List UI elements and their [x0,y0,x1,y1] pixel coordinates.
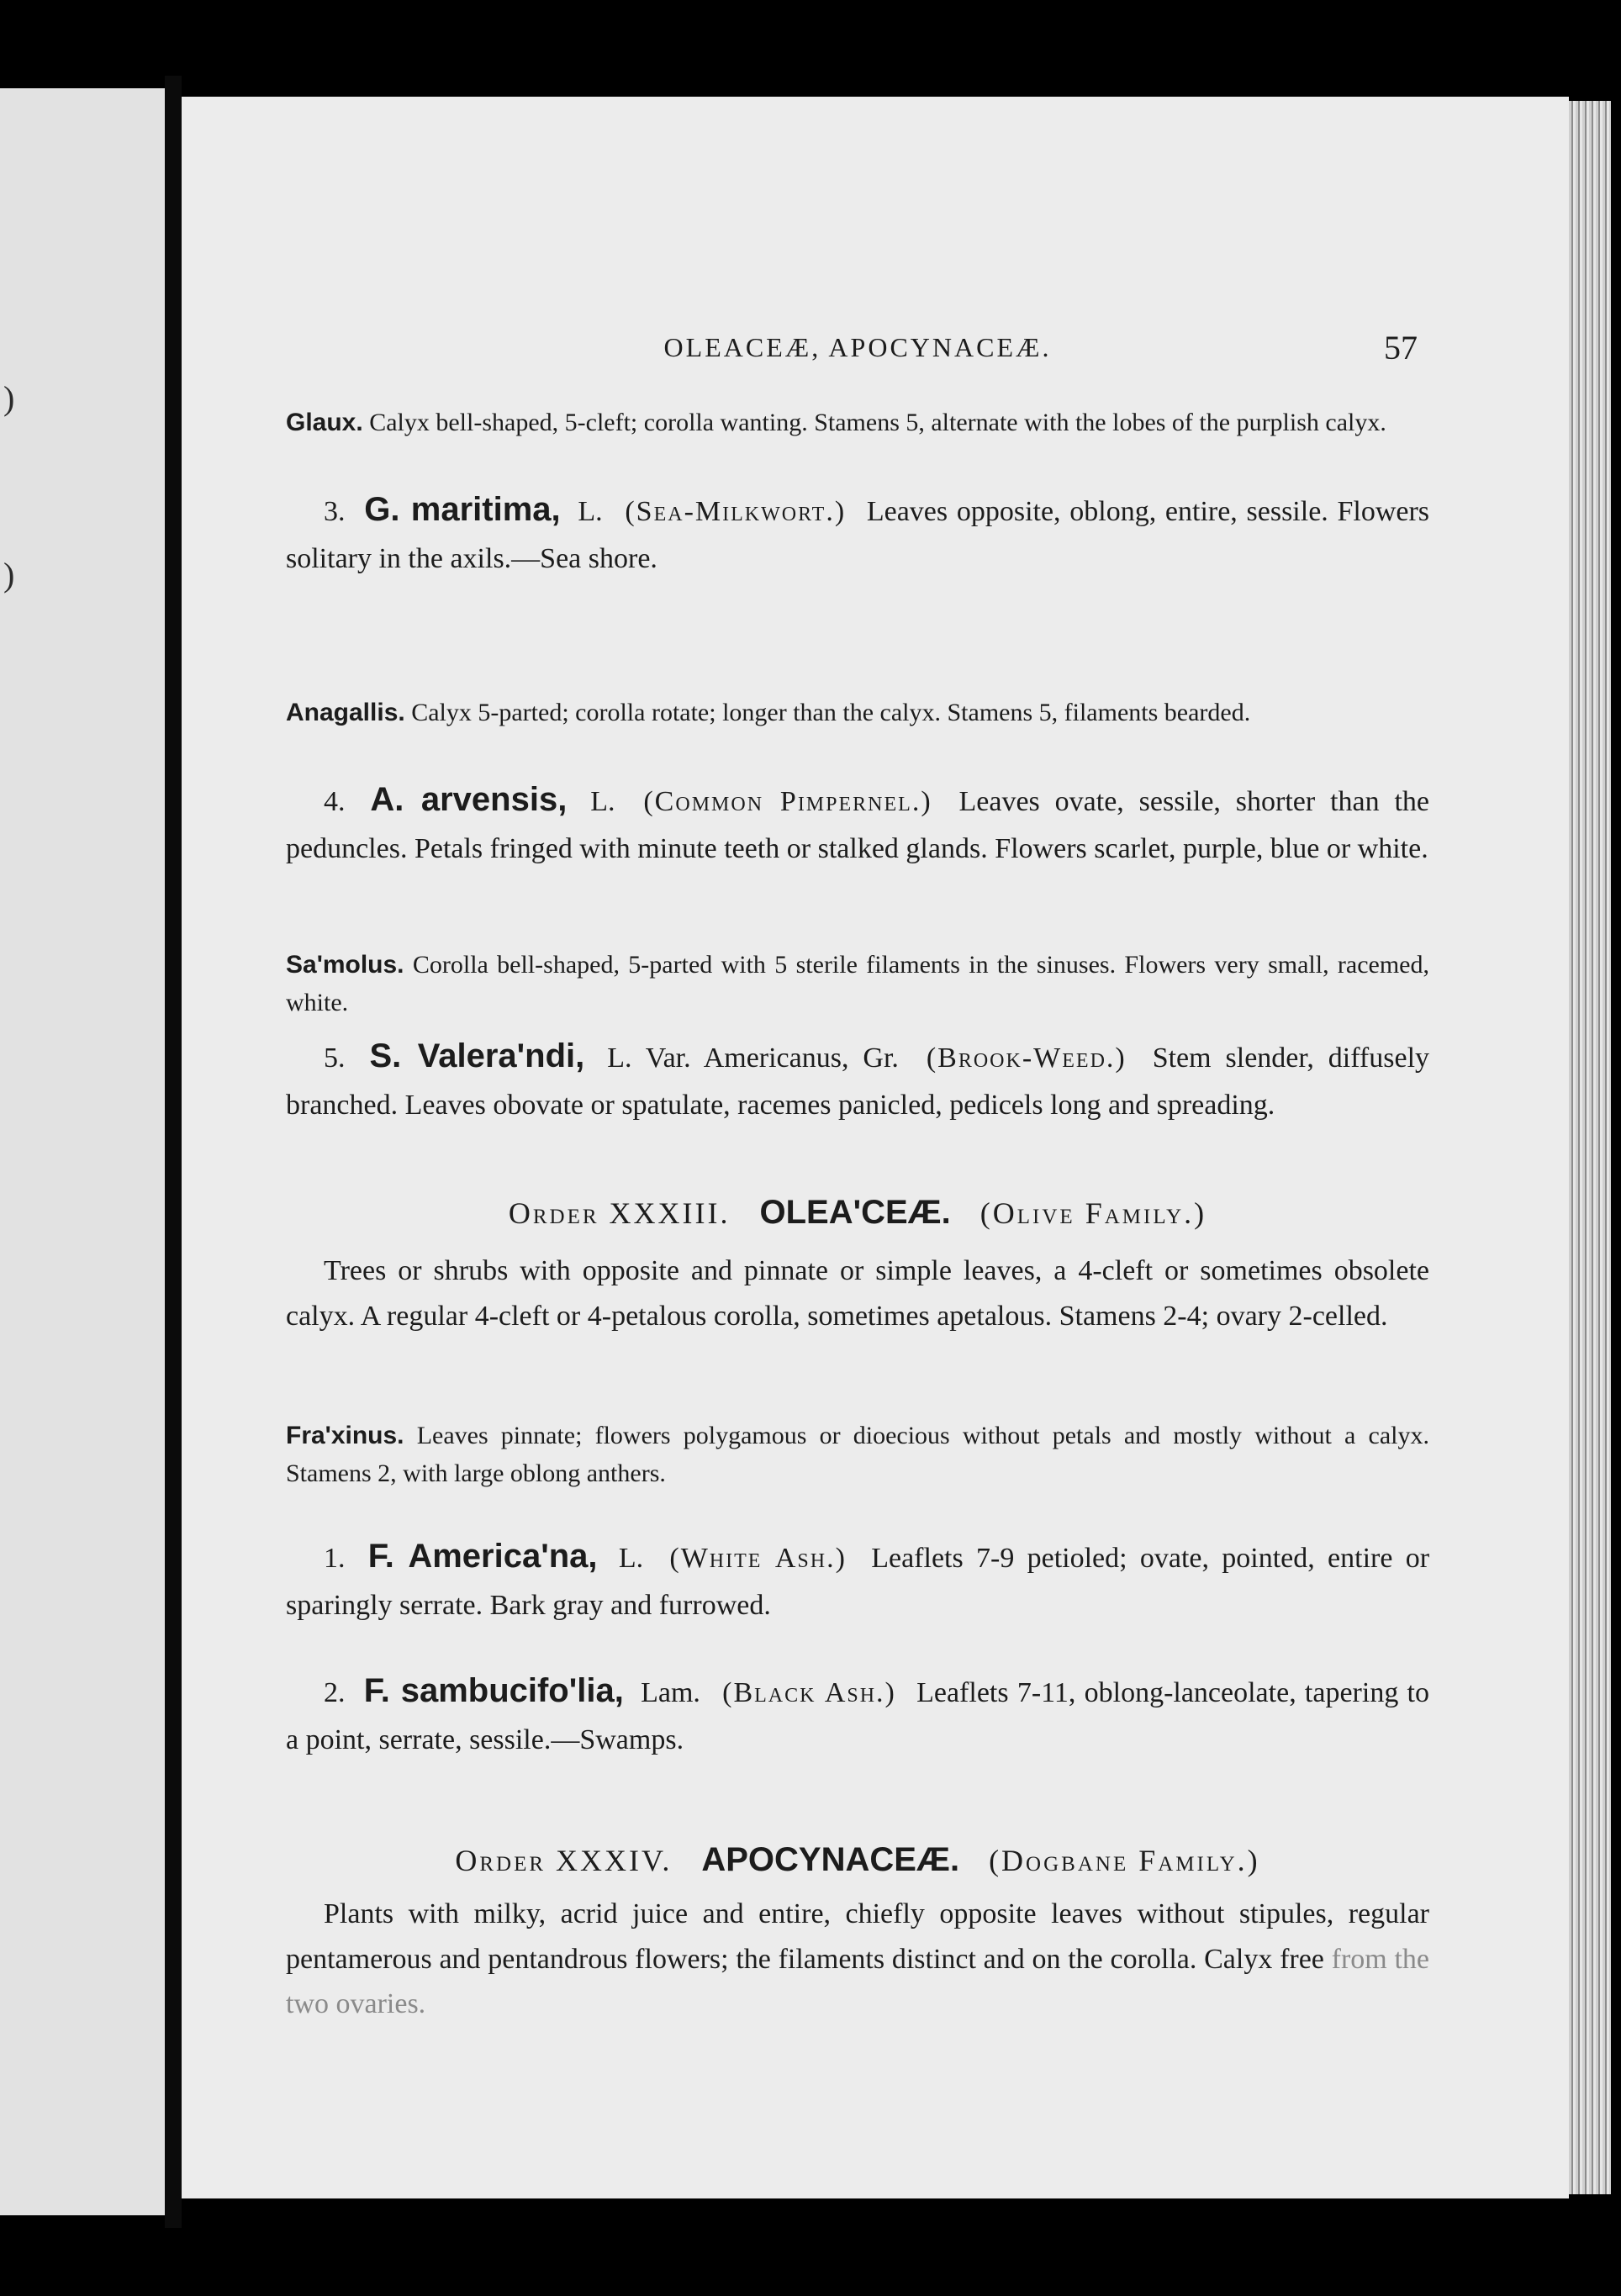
species-entry [286,1530,1429,1628]
species-text [286,1665,1429,1763]
species-common-name: (Common Pimpernel.) [643,786,932,817]
order-number: Order XXXIV. [455,1844,673,1877]
genus-description: Calyx 5-parted; corolla rotate; longer than the calyx. Stamens 5, filaments bearded. [411,699,1251,726]
left-page-mark: ) [3,556,15,594]
species-name: F. sambucifo'lia, [363,1672,624,1709]
species-author: Lam. [641,1677,700,1708]
species-name: F. America'na, [367,1538,598,1575]
page-number: 57 [1384,329,1418,367]
species-number: 3. [324,496,346,527]
species-text [286,483,1429,582]
species-entry [286,773,1429,872]
order-heading [286,1841,1429,1879]
book-page [182,97,1569,2198]
species-author: L. [590,786,615,817]
order-name: OLEA'CEÆ. [759,1194,951,1231]
species-description: Leaflets 7-9 petioled; ovate, pointed, entire or sparingly serrate. Bark gray and furrowed. [286,1543,1430,1622]
species-common-name: (Sea-Milkwort.) [625,496,847,527]
species-entry [286,483,1429,582]
running-head: OLEACEÆ, APOCYNACEÆ. [663,332,1052,362]
species-text [286,773,1429,872]
genus-description: Corolla bell-shaped, 5-parted with 5 sterile filaments in the sinuses. Flowers very small, racemed, white. [286,951,1429,1016]
genus-name: Fra'xinus. [286,1422,404,1449]
species-common-name: (Brook-Weed.) [926,1042,1127,1074]
species-author: L. Var. Americanus, Gr. [607,1042,899,1074]
species-number: 5. [324,1042,346,1074]
species-number: 2. [324,1677,346,1708]
species-entry [286,1030,1429,1128]
order-family: (Dogbane Family.) [989,1844,1260,1877]
left-page-mark: ) [3,379,15,417]
order-description-text: Plants with milky, acrid juice and entire, chiefly opposite leaves without stipules, regular pentamerous and pentandrous flowers; the filaments distinct and on the corolla. Calyx free [286,1898,1429,1975]
genus-description: Calyx bell-shaped, 5-cleft; corolla wanting. Stamens 5, alternate with the lobes of the purplish calyx. [369,409,1386,436]
left-page-edge [0,88,165,2215]
genus-glaux [286,404,1429,441]
species-description: Leaves ovate, sessile, shorter than the peduncles. Petals fringed with minute teeth or stalked glands. Flowers scarlet, purple, blue or white. [286,786,1430,865]
species-name: S. Valera'ndi, [369,1037,585,1074]
order-description [286,1892,1429,2027]
species-entry [286,1665,1429,1763]
species-name: A. arvensis, [370,781,568,818]
species-name: G. maritima, [364,491,561,528]
species-description: Leaflets 7-11, oblong-lanceolate, tapering to a point, serrate, sessile.—Swamps. [286,1677,1429,1756]
order-family: (Olive Family.) [979,1196,1207,1230]
genus-name: Sa'molus. [286,951,404,979]
genus-name: Anagallis. [286,699,405,726]
species-author: L. [618,1543,644,1574]
order-description: Trees or shrubs with opposite and pinnate or simple leaves, a 4-cleft or sometimes obsolete calyx. A regular 4-cleft or 4-petalous corolla, sometimes apetalous. Stamens 2-4; ovary 2-celled. [286,1255,1429,1332]
order-name: APOCYNACEÆ. [701,1841,960,1878]
order-heading [286,1194,1429,1232]
page-stack-edge [1569,101,1611,2194]
species-text [286,1530,1429,1628]
species-author: L. [578,496,603,527]
order-description-faded: from the two ovaries. [286,1943,1429,2020]
species-description: Stem slender, diffusely branched. Leaves obovate or spatulate, racemes panicled, pedicels long and spreading. [286,1042,1430,1122]
species-description: Leaves opposite, oblong, entire, sessile. Flowers solitary in the axils.—Sea shore. [286,496,1430,575]
species-text [286,1030,1429,1128]
species-number: 4. [324,786,346,817]
species-number: 1. [324,1543,346,1574]
species-common-name: (White Ash.) [669,1543,847,1574]
genus-anagallis [286,694,1429,731]
genus-samolus [286,946,1429,1021]
genus-fraxinus [286,1417,1429,1492]
species-common-name: (Black Ash.) [722,1677,896,1708]
order-number: Order XXXIII. [508,1196,731,1230]
genus-name: Glaux. [286,409,363,436]
book-gutter [165,76,182,2228]
genus-description: Leaves pinnate; flowers polygamous or dioecious without petals and mostly without a calyx. Stamens 2, with large oblong anthers. [286,1422,1429,1487]
